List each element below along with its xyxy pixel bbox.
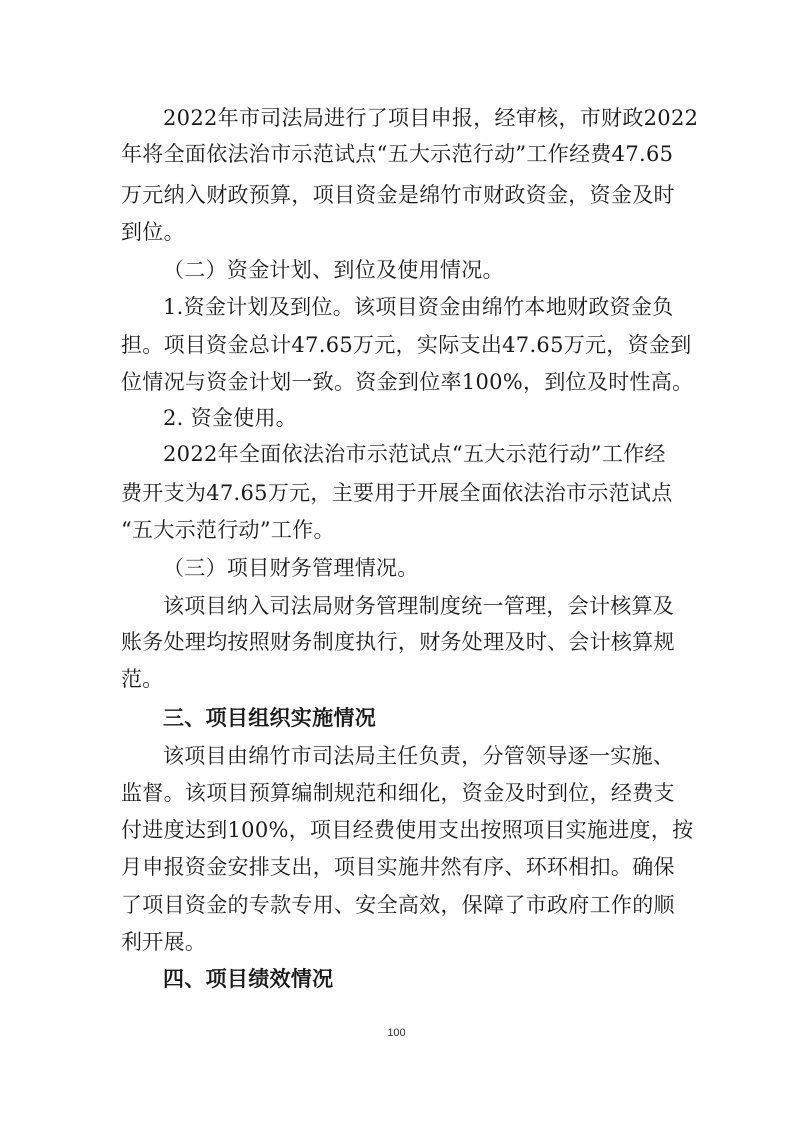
paragraph-line: 账务处理均按照财务制度执行，财务处理及时、会计核算规 xyxy=(121,630,675,654)
page-number: 100 xyxy=(387,1027,406,1039)
paragraph-line: 年将全面依法治市示范试点“五大示范行动”工作经费47.65 xyxy=(121,142,674,166)
paragraph-line: 1.资金计划及到位。该项目资金由绵竹本地财政资金负 xyxy=(163,295,674,319)
paragraph-line: 范。 xyxy=(121,667,164,691)
paragraph-line: 监督。该项目预算编制规范和细化，资金及时到位，经费支 xyxy=(121,781,675,805)
paragraph-line: 利开展。 xyxy=(121,930,207,954)
paragraph-line: “五大示范行动”工作。 xyxy=(121,518,335,542)
paragraph-line: 费开支为47.65万元，主要用于开展全面依法治市示范试点 xyxy=(121,481,673,505)
paragraph-line: 2022年全面依法治市示范试点“五大示范行动”工作经 xyxy=(163,442,666,466)
paragraph-line: 该项目由绵竹市司法局主任负责，分管领导逐一实施、 xyxy=(163,744,675,768)
paragraph-line: 该项目纳入司法局财务管理制度统一管理，会计核算及 xyxy=(163,594,675,618)
paragraph-line: 万元纳入财政预算，项目资金是绵竹市财政资金，资金及时 xyxy=(121,183,675,207)
paragraph-line: 到位。 xyxy=(121,220,185,244)
section-heading: 四、项目绩效情况 xyxy=(163,967,334,991)
paragraph-line: 付进度达到100%，项目经费使用支出按照项目实施进度，按 xyxy=(121,818,694,842)
paragraph-line: 担。项目资金总计47.65万元，实际支出47.65万元，资金到 xyxy=(121,333,692,357)
section-subheading: （三）项目财务管理情况。 xyxy=(163,556,419,580)
paragraph-line: 位情况与资金计划一致。资金到位率100%，到位及时性高。 xyxy=(121,370,694,394)
paragraph-line: 2022年市司法局进行了项目申报，经审核，市财政2022 xyxy=(163,106,699,130)
list-item-heading: 2. 资金使用。 xyxy=(163,406,298,430)
section-subheading: （二）资金计划、到位及使用情况。 xyxy=(163,258,504,282)
paragraph-line: 了项目资金的专款专用、安全高效，保障了市政府工作的顺 xyxy=(121,893,675,917)
paragraph-line: 月申报资金安排支出，项目实施井然有序、环环相扣。确保 xyxy=(121,855,675,879)
section-heading: 三、项目组织实施情况 xyxy=(163,706,376,730)
